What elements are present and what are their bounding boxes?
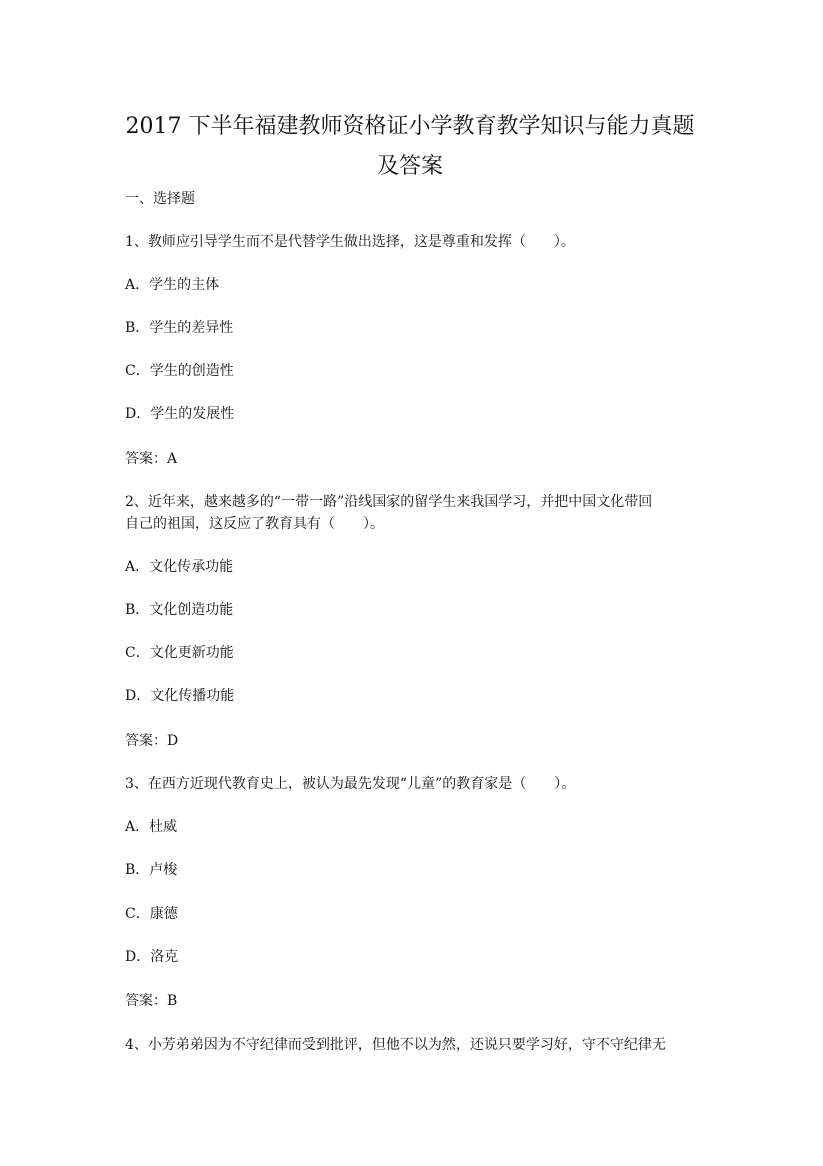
question-2-stem-line-2: 自己的祖国，这反应了教育具有（ ）。	[125, 516, 384, 532]
question-3-answer: 答案：B	[125, 993, 178, 1009]
question-3-option-a: A．杜威	[125, 819, 178, 835]
question-3-option-c: C．康德	[125, 906, 178, 922]
question-1-option-a: A．学生的主体	[125, 277, 220, 293]
question-1-option-b: B．学生的差异性	[125, 320, 234, 336]
question-1-option-d: D．学生的发展性	[125, 406, 235, 422]
question-2-option-c: C．文化更新功能	[125, 645, 234, 661]
question-2-option-d: D．文化传播功能	[125, 688, 235, 704]
document-title-line-1: 2017 下半年福建教师资格证小学教育教学知识与能力真题	[125, 114, 695, 139]
question-2-option-b: B．文化创造功能	[125, 602, 234, 618]
question-2-stem-line-1: 2、近年来，越来越多的“一带一路”沿线国家的留学生来我国学习，并把中国文化带回	[125, 494, 653, 510]
question-3-option-b: B．卢梭	[125, 862, 178, 878]
question-3-stem: 3、在西方近现代教育史上，被认为最先发现“儿童”的教育家是（ ）。	[125, 776, 576, 792]
document-title-line-2: 及答案	[376, 154, 443, 179]
question-1-option-c: C．学生的创造性	[125, 363, 234, 379]
question-4-stem-line-1: 4、小芳弟弟因为不守纪律而受到批评，但他不以为然，还说只要学习好，守不守纪律无	[125, 1037, 666, 1053]
question-1-answer: 答案：A	[125, 451, 178, 467]
question-2-option-a: A．文化传承功能	[125, 559, 234, 575]
question-3-option-d: D．洛克	[125, 949, 179, 965]
section-heading: 一、选择题	[125, 191, 195, 207]
question-1-stem: 1、教师应引导学生而不是代替学生做出选择，这是尊重和发挥（ ）。	[125, 234, 575, 250]
question-2-answer: 答案：D	[125, 733, 179, 749]
